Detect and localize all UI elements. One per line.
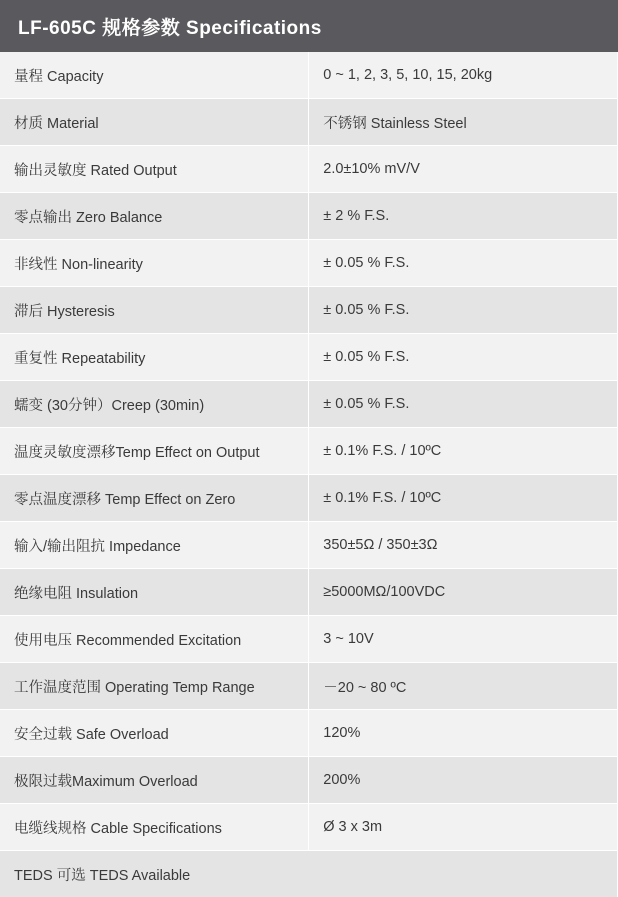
row-value: Ø 3 x 3m [309, 804, 618, 851]
table-header-row [0, 0, 618, 52]
row-value: 不锈钢 Stainless Steel [309, 99, 618, 146]
table-row [0, 804, 618, 851]
row-label: 量程 Capacity [0, 52, 309, 99]
row-label: 材质 Material [0, 99, 309, 146]
table-row [0, 381, 618, 428]
table-row [0, 99, 618, 146]
row-value: 350±5Ω / 350±3Ω [309, 522, 618, 569]
table-row [0, 569, 618, 616]
table-row [0, 334, 618, 381]
table-row [0, 287, 618, 334]
row-value: 2.0±10% mV/V [309, 146, 618, 193]
row-value: ± 0.05 % F.S. [309, 287, 618, 334]
table-row-teds [0, 851, 618, 897]
row-label: 电缆线规格 Cable Specifications [0, 804, 309, 851]
table-row [0, 52, 618, 99]
teds-label: TEDS 可选 TEDS Available [0, 851, 618, 897]
table-row [0, 475, 618, 522]
row-label: 工作温度范围 Operating Temp Range [0, 663, 309, 710]
table-row [0, 146, 618, 193]
row-value: ± 0.1% F.S. / 10ºC [309, 475, 618, 522]
table-row [0, 616, 618, 663]
row-label: 极限过载Maximum Overload [0, 757, 309, 804]
row-value: ± 0.05 % F.S. [309, 240, 618, 287]
row-label: 安全过载 Safe Overload [0, 710, 309, 757]
row-value: ± 0.05 % F.S. [309, 381, 618, 428]
row-value: ± 0.1% F.S. / 10ºC [309, 428, 618, 475]
table-row [0, 522, 618, 569]
table-row [0, 428, 618, 475]
row-label: 非线性 Non-linearity [0, 240, 309, 287]
row-label: 输出灵敏度 Rated Output [0, 146, 309, 193]
row-value: ≥5000MΩ/100VDC [309, 569, 618, 616]
row-value: ± 2 % F.S. [309, 193, 618, 240]
row-label: 使用电压 Recommended Excitation [0, 616, 309, 663]
row-label: 零点输出 Zero Balance [0, 193, 309, 240]
row-label: 温度灵敏度漂移Temp Effect on Output [0, 428, 309, 475]
row-value: 0 ~ 1, 2, 3, 5, 10, 15, 20kg [309, 52, 618, 99]
row-label: 重复性 Repeatability [0, 334, 309, 381]
table-row [0, 193, 618, 240]
row-value: 200% [309, 757, 618, 804]
row-label: 绝缘电阻 Insulation [0, 569, 309, 616]
page-title: LF-605C 规格参数 Specifications [0, 0, 618, 52]
row-label: 零点温度漂移 Temp Effect on Zero [0, 475, 309, 522]
table-row [0, 757, 618, 804]
row-value: ± 0.05 % F.S. [309, 334, 618, 381]
row-value: －20 ~ 80 ºC [309, 663, 618, 710]
table-row [0, 240, 618, 287]
row-value: 3 ~ 10V [309, 616, 618, 663]
row-value: 120% [309, 710, 618, 757]
table-row [0, 663, 618, 710]
row-label: 输入/输出阻抗 Impedance [0, 522, 309, 569]
table-row [0, 710, 618, 757]
row-label: 滞后 Hysteresis [0, 287, 309, 334]
row-label: 蠕变 (30分钟）Creep (30min) [0, 381, 309, 428]
